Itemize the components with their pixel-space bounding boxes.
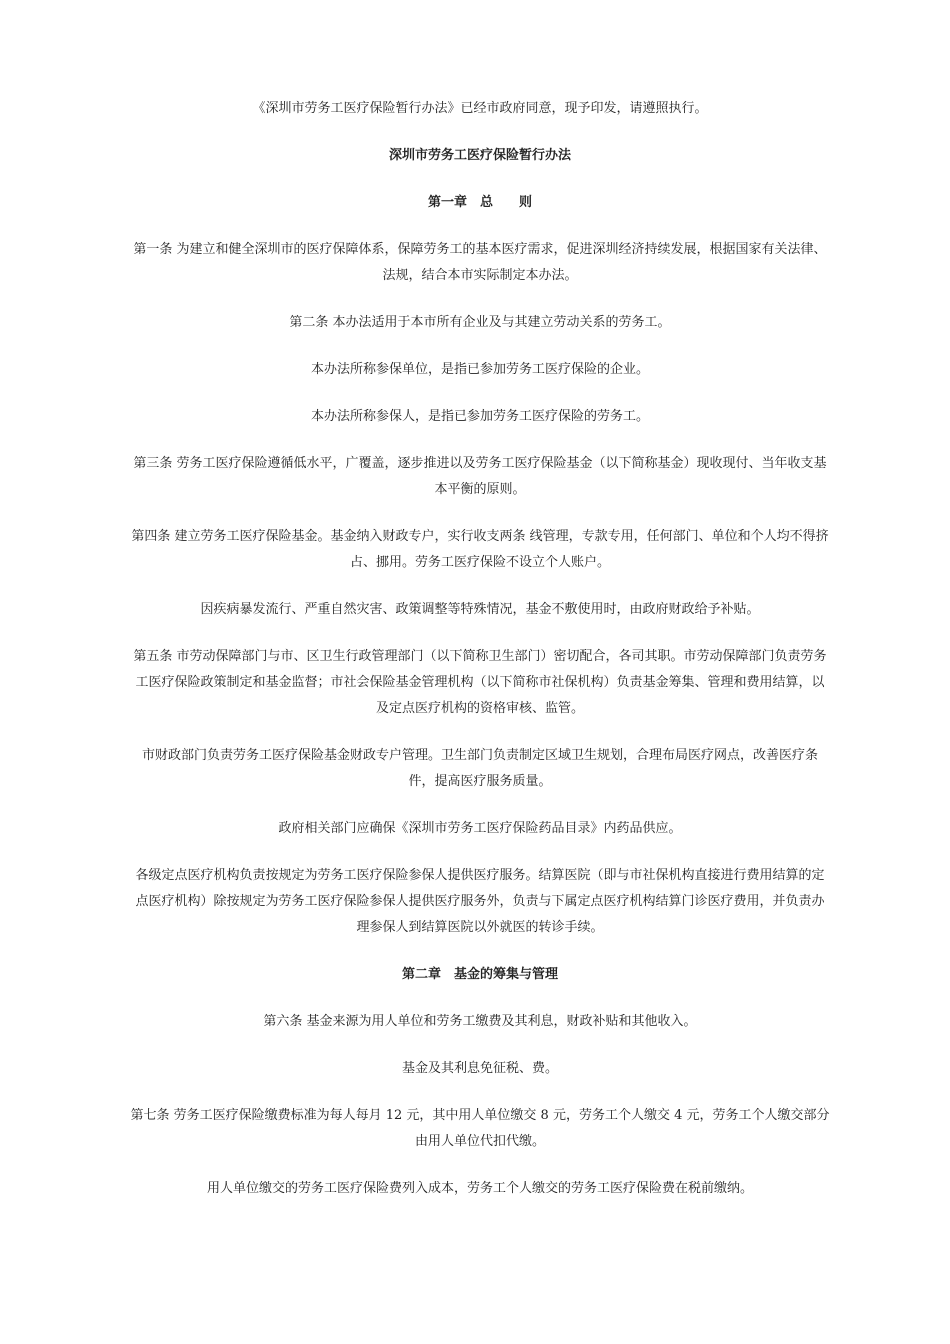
article-6-para-2: 基金及其利息免征税、费。	[401, 1061, 558, 1076]
chapter-1-heading: 第一章 总 则	[427, 195, 532, 210]
article-6: 第六条 基金来源为用人单位和劳务工缴费及其利息，财政补贴和其他收入。	[263, 1014, 697, 1029]
article-2: 第二条 本办法适用于本市所有企业及与其建立劳动关系的劳务工。	[289, 315, 671, 330]
article-5-para-4: 各级定点医疗机构负责按规定为劳务工医疗保险参保人提供医疗服务。结算医院（即与市社保机构直接进行费用结算的定点医疗机构）除按规定为劳务工医疗保险参保人提供医疗服务外，负责与下属定点医疗机构结算门诊医疗费用，并负责办理参保人到结算医院以外就医的转诊手续。	[135, 868, 825, 935]
article-5-para-2: 市财政部门负责劳务工医疗保险基金财政专户管理。卫生部门负责制定区域卫生规划，合理布局医疗网点，改善医疗条 件，提高医疗服务质量。	[141, 748, 818, 789]
article-4: 第四条 建立劳务工医疗保险基金。基金纳入财政专户，实行收支两条 线管理，专款专用，任何部门、单位和个人均不得挤占、挪用。劳务工医疗保险不设立个人账户。	[131, 529, 829, 570]
document-body	[130, 96, 830, 1223]
article-4-para-2: 因疾病暴发流行、严重自然灾害、政策调整等特殊情况，基金不敷使用时，由政府财政给予补贴。	[200, 602, 760, 617]
intro-paragraph: 《深圳市劳务工医疗保险暂行办法》已经市政府同意，现予印发，请遵照执行。	[252, 101, 708, 116]
article-3: 第三条 劳务工医疗保险遵循低水平，广覆盖，逐步推进以及劳务工医疗保险基金（以下简称基金）现收现付、当年收支基本平衡的原则。	[133, 456, 827, 497]
chapter-2-heading: 第二章 基金的筹集与管理	[401, 967, 558, 982]
article-1: 第一条 为建立和健全深圳市的医疗保障体系，保障劳务工的基本医疗需求，促进深圳经济持续发展，根据国家有关法律、法规，结合本市实际制定本办法。	[133, 242, 827, 283]
article-2-para-3: 本办法所称参保人，是指已参加劳务工医疗保险的劳务工。	[310, 409, 649, 424]
document-title: 深圳市劳务工医疗保险暂行办法	[388, 148, 571, 163]
article-7-para-2: 用人单位缴交的劳务工医疗保险费列入成本，劳务工个人缴交的劳务工医疗保险费在税前缴纳。	[206, 1181, 753, 1196]
article-5: 第五条 市劳动保障部门与市、区卫生行政管理部门（以下简称卫生部门）密切配合，各司其职。市劳动保障部门负责劳务工医疗保险政策制定和基金监督；市社会保险基金管理机构（以下简称市社保机构）负责基金筹集、管理和费用结算，以及定点医疗机构的资格审核、监管。	[133, 649, 827, 716]
article-2-para-2: 本办法所称参保单位，是指已参加劳务工医疗保险的企业。	[310, 362, 649, 377]
article-5-para-3: 政府相关部门应确保《深圳市劳务工医疗保险药品目录》内药品供应。	[278, 821, 682, 836]
article-7: 第七条 劳务工医疗保险缴费标准为每人每月 12 元，其中用人单位缴交 8 元，劳务工个人缴交 4 元，劳务工个人缴交部分由用人单位代扣代缴。	[130, 1108, 830, 1149]
